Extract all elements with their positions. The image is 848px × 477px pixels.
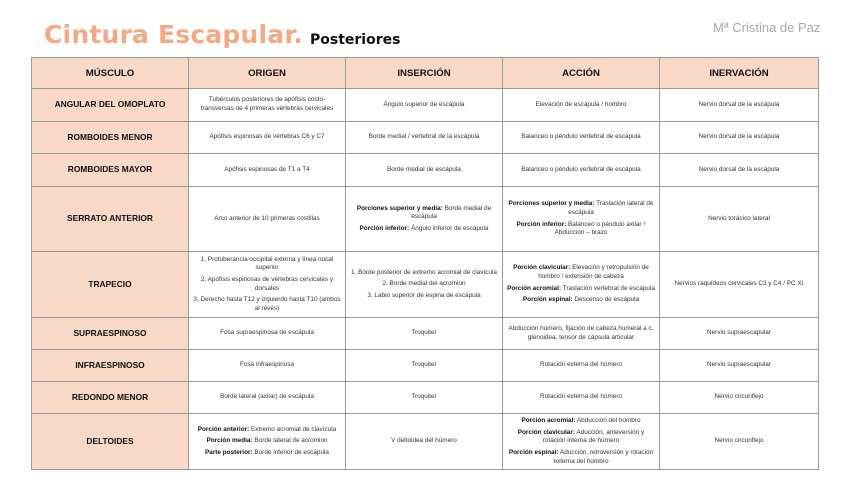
table-row	[32, 154, 819, 187]
cell-insercion	[346, 154, 503, 187]
insercion-text: Troquiter	[411, 361, 437, 369]
table-row	[32, 350, 819, 382]
table-row	[32, 122, 819, 154]
origen-text: Borde inferior de escápula	[252, 448, 329, 456]
cell-accion	[503, 154, 660, 187]
origen-text: 2. Apófisis espinosas de vértebras cervicales y dorsales	[200, 275, 334, 292]
insercion-text: 1. Borde posterior de extremo acromial de clavícula	[351, 268, 497, 276]
accion-text: Elevación de escápula / hombro	[535, 100, 627, 108]
table-row	[32, 187, 819, 252]
origen-text: Fosa supraespinosa de escápula	[220, 329, 314, 337]
page-subtitle: Posteriores	[310, 32, 401, 48]
origen-text-block	[193, 426, 341, 435]
accion-text: Traslación vertebral de escápula	[561, 284, 655, 292]
accion-text: Traslación lateral de escápula	[568, 200, 654, 216]
table-body	[32, 89, 819, 470]
insercion-text-block	[350, 437, 498, 446]
origen-text-block	[193, 361, 341, 370]
insercion-text: Troquiter	[411, 393, 437, 401]
cell-origen	[189, 252, 346, 318]
accion-label: Porción espinal:	[522, 296, 573, 304]
insercion-text: Borde medial de escápula	[411, 204, 492, 221]
table-row	[32, 382, 819, 414]
cell-origen	[189, 187, 346, 252]
column-header-insercion: INSERCIÓN	[346, 58, 503, 89]
origen-text-block	[193, 276, 341, 293]
accion-text: Descenso de escápula	[572, 296, 640, 304]
origen-text: 1. Protuberancia occipital externa y línea nucal superior	[200, 255, 334, 272]
accion-text: Rotación externa del húmero	[539, 393, 623, 401]
cell-inervacion: Nervio supraescapular	[660, 350, 819, 382]
table-row	[32, 318, 819, 350]
cell-insercion	[346, 187, 503, 252]
origen-text-block	[193, 133, 341, 142]
origen-text-block	[193, 296, 341, 313]
origen-text: Arco anterior de 10 primeras costillas	[214, 214, 320, 222]
cell-origen	[189, 89, 346, 122]
insercion-text: Borde medial de escápula	[387, 165, 461, 173]
insercion-text-block	[350, 269, 498, 278]
accion-label: Porción inferior:	[516, 220, 567, 228]
table-row	[32, 252, 819, 318]
muscle-table	[31, 57, 819, 470]
insercion-label: Porción inferior:	[359, 224, 410, 232]
origen-text: Fosa infraespinosa	[240, 361, 294, 369]
column-header-accion: ACCIÓN	[503, 58, 660, 89]
cell-musculo: ROMBOIDES MAYOR	[32, 154, 189, 187]
accion-text: Aducción, anteversión y rotación interna de húmero	[542, 428, 645, 445]
cell-inervacion: Nervio dorsal de la escápula	[660, 122, 819, 154]
cell-accion	[503, 350, 660, 382]
column-header-inervacion: INERVACIÓN	[660, 58, 819, 89]
accion-text: Abducción húmero, fijación de cabeza humeral a c. glenoidea, tensor de cápsula articular	[508, 324, 654, 341]
insercion-text-block	[350, 393, 498, 402]
origen-text-block	[193, 96, 341, 113]
origen-text-block	[193, 393, 341, 402]
origen-text-block	[193, 437, 341, 446]
page-title: Cintura Escapular.	[44, 20, 304, 49]
insercion-text-block	[350, 101, 498, 110]
accion-text-block	[507, 264, 655, 281]
insercion-text: V deltoidea del húmero	[391, 437, 457, 445]
accion-label: Porción acromial:	[521, 417, 576, 424]
origen-text: Borde lateral de acromion	[252, 437, 328, 445]
accion-text-block	[507, 325, 655, 342]
accion-text: Abducción del hombro	[575, 417, 641, 424]
origen-text-block	[193, 329, 341, 338]
table-row	[32, 414, 819, 470]
cell-musculo: ANGULAR DEL OMOPLATO	[32, 89, 189, 122]
origen-text: Borde lateral (axilar) de escápula	[220, 393, 314, 401]
cell-origen	[189, 350, 346, 382]
cell-origen	[189, 414, 346, 470]
accion-text-block	[507, 429, 655, 446]
column-header-musculo: MÚSCULO	[32, 58, 189, 89]
accion-label: Porción clavicular:	[517, 428, 575, 436]
cell-insercion	[346, 122, 503, 154]
insercion-text-block	[350, 133, 498, 142]
author-name: Mª Cristina de Paz	[713, 20, 821, 35]
cell-accion	[503, 89, 660, 122]
cell-accion	[503, 382, 660, 414]
insercion-text-block	[350, 225, 498, 234]
accion-label: Porción clavicular:	[513, 264, 571, 272]
accion-text-block	[507, 200, 655, 217]
origen-text: Tubérculos posteriores de apófisis costo-transversas de 4 primeras vértebras cervicales	[200, 96, 334, 112]
accion-text-block	[507, 133, 655, 142]
cell-inervacion: Nervio supraescapular	[660, 318, 819, 350]
insercion-text: Troquiter	[411, 329, 437, 337]
accion-text: Aducción, retroversión y rotación externa del hombro	[553, 448, 654, 465]
cell-accion	[503, 252, 660, 318]
cell-inervacion: Nervio dorsal de la escápula	[660, 89, 819, 122]
insercion-text: Ángulo superior de escápula	[383, 100, 465, 108]
cell-inervacion: Nervio circunflejo	[660, 382, 819, 414]
insercion-text-block	[350, 280, 498, 289]
insercion-text-block	[350, 205, 498, 222]
cell-origen	[189, 154, 346, 187]
cell-inervacion: Nervio circunflejo	[660, 414, 819, 470]
accion-text-block	[507, 101, 655, 110]
origen-label: Parte posterior:	[205, 448, 253, 456]
accion-text-block	[507, 166, 655, 175]
accion-text-block	[507, 285, 655, 294]
accion-text: Rotación externa del húmero	[539, 361, 623, 369]
column-header-origen: ORIGEN	[189, 58, 346, 89]
origen-text: Apófisis espinosas de T1 a T4	[224, 165, 310, 173]
cell-accion	[503, 318, 660, 350]
accion-text: Balanceo o péndulo vertebral de escápula	[521, 165, 641, 173]
accion-label: Porciones superior y media:	[508, 200, 595, 208]
cell-inervacion: Nervio torácico lateral	[660, 187, 819, 252]
cell-musculo: TRAPECIO	[32, 252, 189, 318]
cell-origen	[189, 382, 346, 414]
cell-insercion	[346, 318, 503, 350]
cell-origen	[189, 122, 346, 154]
accion-label: Porción espinal:	[508, 448, 559, 456]
origen-label: Porción media:	[206, 437, 253, 445]
cell-musculo: SERRATO ANTERIOR	[32, 187, 189, 252]
cell-musculo: INFRAESPINOSO	[32, 350, 189, 382]
origen-text: 3. Derecho hasta T12 y izquierdo hasta T10 (ambos al revés)	[193, 296, 341, 312]
cell-inervacion: Nervios raquídeos cervicales C3 y C4 / PC XI	[660, 252, 819, 318]
accion-text-block	[507, 417, 655, 426]
origen-text-block	[193, 256, 341, 273]
insercion-text: 3. Labio superior de espina de escápula	[367, 291, 481, 299]
insercion-text-block	[350, 292, 498, 301]
cell-musculo: ROMBOIDES MENOR	[32, 122, 189, 154]
cell-insercion	[346, 89, 503, 122]
insercion-text-block	[350, 166, 498, 175]
insercion-label: Porciones superior y media:	[356, 204, 443, 212]
table-header-row	[32, 58, 819, 89]
origen-text: Extremo acromial de clavícula	[249, 425, 337, 433]
accion-text: Balanceo o péndulo axilar ³ Abducción – brazo	[554, 220, 646, 237]
cell-insercion	[346, 414, 503, 470]
cell-insercion	[346, 382, 503, 414]
cell-inervacion: Nervio dorsal de la escápula	[660, 154, 819, 187]
accion-text-block	[507, 449, 655, 466]
cell-accion	[503, 414, 660, 470]
insercion-text: Borde medial / vertebral de la escápula	[368, 133, 480, 141]
cell-origen	[189, 318, 346, 350]
origen-text-block	[193, 166, 341, 175]
accion-text-block	[507, 361, 655, 370]
origen-text-block	[193, 449, 341, 458]
cell-insercion	[346, 252, 503, 318]
accion-label: Porción acromial:	[507, 284, 562, 292]
accion-text-block	[507, 393, 655, 402]
insercion-text-block	[350, 329, 498, 338]
accion-text-block	[507, 296, 655, 305]
origen-label: Porción anterior:	[197, 425, 250, 433]
table-row	[32, 89, 819, 122]
insercion-text-block	[350, 361, 498, 370]
accion-text-block	[507, 221, 655, 238]
cell-musculo: DELTOIDES	[32, 414, 189, 470]
cell-musculo: SUPRAESPINOSO	[32, 318, 189, 350]
insercion-text: Ángulo inferior de escápula	[409, 224, 489, 232]
accion-text: Balanceo o péndulo vertebral de escápula	[521, 133, 641, 141]
origen-text: Apófisis espinosas de vértebras C6 y C7	[209, 133, 325, 141]
cell-accion	[503, 187, 660, 252]
cell-accion	[503, 122, 660, 154]
accion-text: Elevación y retropulsión de hombro / extensión de cabeza	[538, 264, 649, 280]
origen-text-block	[193, 215, 341, 224]
cell-insercion	[346, 350, 503, 382]
cell-musculo: REDONDO MENOR	[32, 382, 189, 414]
insercion-text: 2. Borde medial del acromion	[382, 280, 466, 288]
